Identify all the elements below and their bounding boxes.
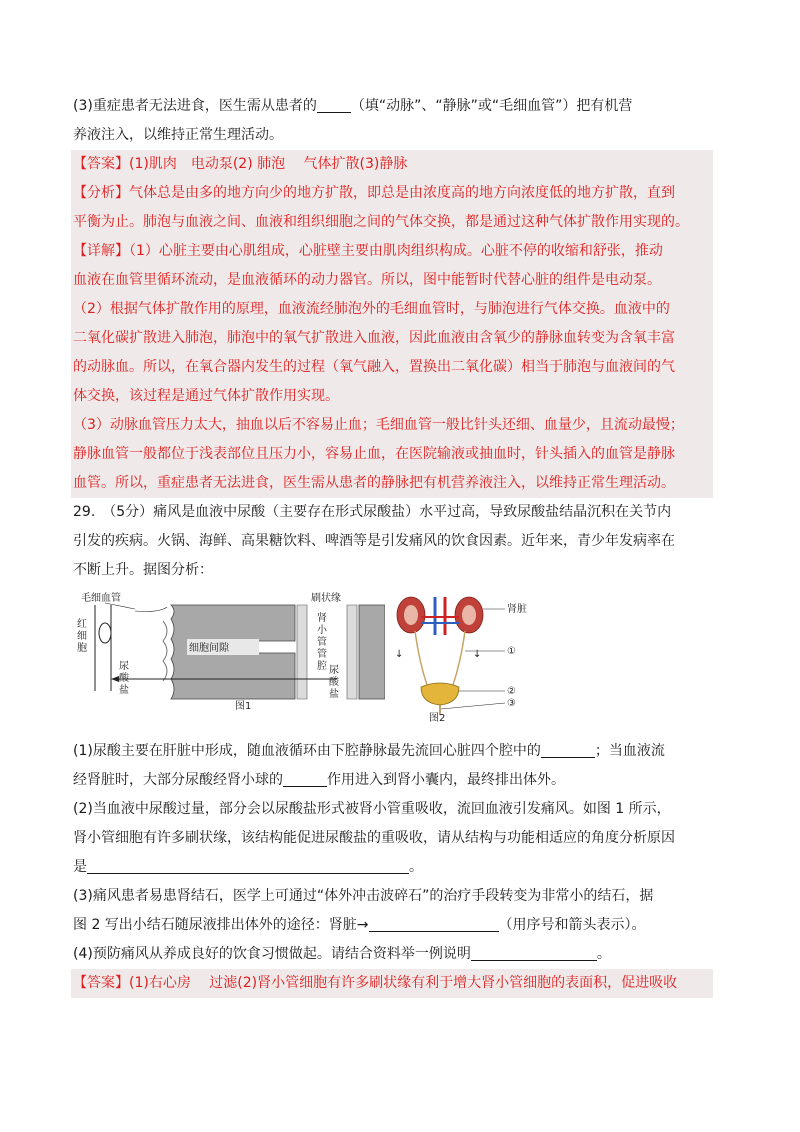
fig2-kidney-label: 肾脏	[507, 604, 527, 615]
analysis-tag: 【分析】	[73, 185, 129, 201]
fig1-rbc-label-2: 细	[77, 631, 87, 642]
answer-blank[interactable]	[283, 772, 327, 787]
answer28: 【答案】(1)肌肉 电动泵(2) 肺泡 气体扩散(3)静脉	[73, 156, 408, 172]
q29-part1-line2: 经肾脏时，大部分尿酸经肾小球的 作用进入到肾小囊内，最终排出体外。	[73, 772, 565, 788]
fig2-arrow-down-left: ↓	[395, 649, 404, 660]
answer-tag: 【答案】	[73, 156, 129, 172]
fig1-rbc-label-1: 红	[77, 619, 87, 630]
fig2-arrow-down-right: ↓	[473, 649, 482, 660]
page-content	[73, 92, 713, 998]
fig1-lumen-5: 腔	[317, 661, 327, 672]
fig2-caption: 图2	[429, 713, 446, 723]
detail28-line2: 血液在血管里循环流动，是血液循环的动力器官。所以，图中能暂时代替心脏的组件是电动泵。	[73, 272, 661, 288]
fig1-urate-right-2: 酸	[329, 677, 339, 688]
detail-tag: 【详解】	[73, 243, 129, 259]
fig1-urate-left-3: 盐	[119, 685, 129, 696]
fig2-label-3: ③	[507, 698, 516, 709]
detail28-line8: 静脉血管一般都位于浅表部位且压力小，容易止血，在医院输液或抽血时，针头插入的血管是静脉	[73, 446, 675, 462]
answer-blank[interactable]	[541, 743, 595, 758]
fig1-gap-label: 细胞间隙	[189, 643, 229, 654]
bladder-shape	[421, 683, 459, 705]
fig1-urate-right-1: 尿	[329, 665, 339, 676]
analysis28-line1: 【分析】气体总是由多的地方向少的地方扩散，即总是由浓度高的地方向浓度低的地方扩散，直到	[73, 185, 675, 201]
q28-part3-line1: (3)重症患者无法进食，医生需从患者的 （填“动脉”、“静脉”或“毛细血管”）把有机营	[73, 98, 633, 114]
detail28-line7: （3）动脉血管压力太大，抽血以后不容易止血；毛细血管一般比针头还细、血量少，且流动最慢；	[73, 417, 684, 433]
fig1-urate-left-2: 酸	[119, 673, 129, 684]
detail28-line1: 【详解】（1）心脏主要由心肌组成，心脏壁主要由肌肉组织构成。心脏不停的收缩和舒张，推动	[73, 243, 663, 259]
red-blood-cell-shape	[99, 623, 111, 643]
answer-block	[71, 150, 713, 498]
detail28-line3: （2）根据气体扩散作用的原理，血液流经肺泡外的毛细血管时，与肺泡进行气体交换。血液中的	[73, 301, 670, 317]
answer-blank[interactable]	[471, 946, 597, 961]
q29-part3-line2: 图 2 写出小结石随尿液排出体外的途径：肾脏→ （用序号和箭头表示）。	[73, 917, 646, 933]
q29-intro-line2: 引发的疾病。火锅、海鲜、高果糖饮料、啤酒等是引发痛风的饮食因素。近年来，青少年发病率在	[73, 533, 675, 549]
answer29-block	[71, 969, 713, 998]
q29-part2-line2: 肾小管细胞有许多刷状缘，该结构能促进尿酸盐的重吸收，请从结构与功能相适应的角度分析原因	[73, 830, 675, 846]
answer-tag: 【答案】	[73, 975, 129, 991]
fig2-label-2: ②	[507, 686, 516, 697]
fig1-urate-left-1: 尿	[119, 661, 129, 672]
fig1-capillary-label: 毛细血管	[81, 593, 121, 604]
fig1-caption: 图1	[235, 701, 252, 711]
q29-part4: (4)预防痛风从养成良好的饮食习惯做起。请结合资料举一例说明 。	[73, 946, 611, 962]
answer29: 【答案】(1)右心房 过滤(2)肾小管细胞有许多刷状缘有利于增大肾小管细胞的表面积，促进吸收	[73, 975, 678, 991]
detail28-line6: 体交换，该过程是通过气体扩散作用实现。	[73, 388, 339, 404]
figures	[73, 591, 713, 731]
fig1-lumen-3: 管	[317, 637, 327, 648]
detail28-line9: 血管。所以，重症患者无法进食，医生需从患者的静脉把有机营养液注入，以维持正常生理活动。	[73, 475, 675, 491]
detail28-line5: 的动脉血。所以，在氧合器内发生的过程（氧气融入，置换出二氧化碳）相当于肺泡与血液间的气	[73, 359, 675, 375]
figure1-diagram	[75, 591, 385, 711]
q29-part1-line1: (1)尿酸主要在肝脏中形成，随血液循环由下腔静脉最先流回心脏四个腔中的 ；当血液流	[73, 743, 665, 759]
answer-blank[interactable]	[87, 859, 409, 874]
q28-part3-line2: 养液注入，以维持正常生理活动。	[73, 127, 283, 143]
answer-blank[interactable]	[369, 917, 499, 932]
fig1-rbc-label-3: 胞	[77, 643, 87, 654]
fig1-brush-label: 刷状缘	[311, 593, 341, 604]
q29-part2-line3: 是 。	[73, 859, 423, 875]
fig1-urate-right-3: 盐	[329, 689, 339, 700]
fig1-lumen-4: 管	[317, 649, 327, 660]
analysis28-line2: 平衡为止。肺泡与血液之间、血液和组织细胞之间的气体交换，都是通过这种气体扩散作用实现的。	[73, 214, 689, 230]
fig1-lumen-1: 肾	[317, 613, 327, 624]
answer-blank[interactable]	[317, 98, 351, 113]
figure2-diagram	[385, 591, 545, 723]
fig1-lumen-2: 小	[317, 625, 327, 636]
q29-part3-line1: (3)痛风患者易患肾结石，医学上可通过“体外冲击波碎石”的治疗手段转变为非常小的结石，据	[73, 888, 654, 904]
q29-intro-line3: 不断上升。据图分析：	[73, 562, 213, 578]
q29-intro-line1: 29. （5分）痛风是血液中尿酸（主要存在形式尿酸盐）水平过高，导致尿酸盐结晶沉积在关节内	[73, 504, 672, 520]
detail28-line4: 二氧化碳扩散进入肺泡，肺泡中的氧气扩散进入血液，因此血液由含氧少的静脉血转变为含氧丰富	[73, 330, 675, 346]
fig2-label-1: ①	[507, 646, 516, 657]
q29-part2-line1: (2)当血液中尿酸过量，部分会以尿酸盐形式被肾小管重吸收，流回血液引发痛风。如图 1 所示，	[73, 801, 671, 817]
